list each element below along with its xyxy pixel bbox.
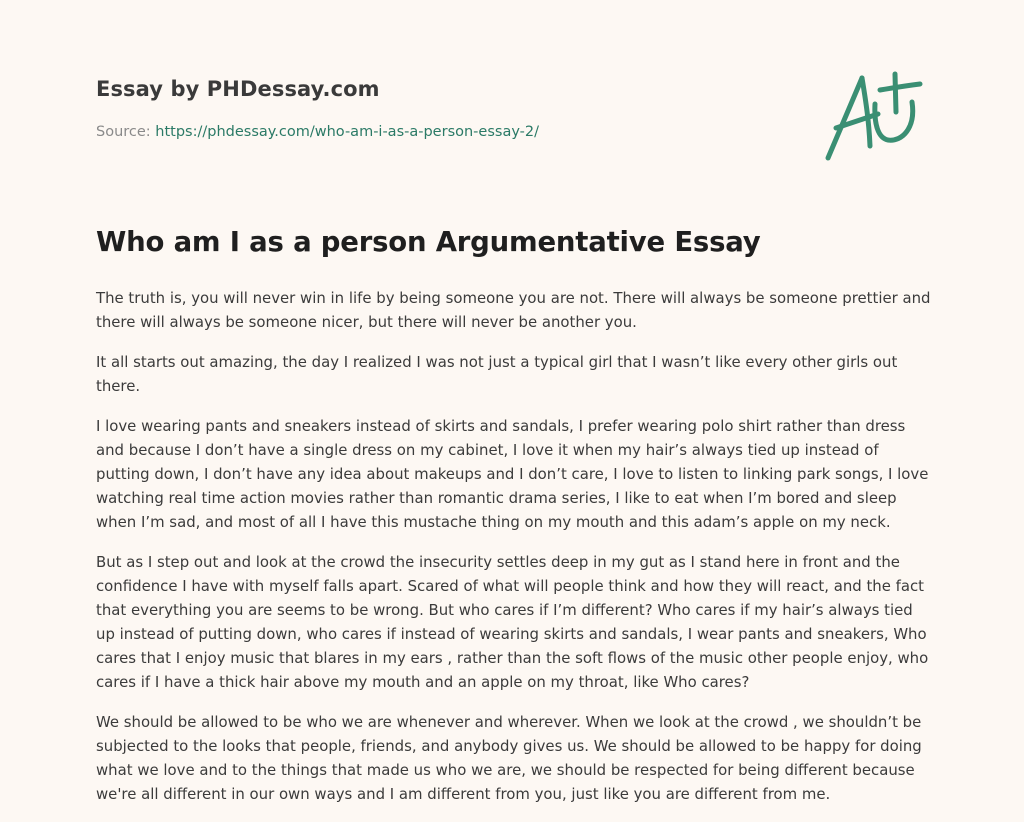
a-plus-grade-icon (822, 68, 926, 164)
site-brand: Essay by PHDessay.com (96, 77, 380, 101)
essay-paragraph: It all starts out amazing, the day I realized I was not just a typical girl that I wasn’t like every other girls out there. (96, 353, 898, 395)
source-line (96, 124, 539, 140)
essay-paragraph: The truth is, you will never win in life by being someone you are not. There will always be someone prettier and there will always be someone nicer, but there will never be another you. (96, 289, 931, 331)
essay-title: Who am I as a person Argumentative Essay (96, 226, 761, 258)
essay-paragraph: We should be allowed to be who we are whenever and wherever. When we look at the crowd , we shouldn’t be subjected to the looks that people, friends, and anybody gives us. We should be allowed to be happy for doing what we love and to the things that made us who we are, we should be respected for being different because we're all different in our own ways and I am different from you, just like you are different from me. (96, 713, 922, 803)
source-label: Source: (96, 124, 156, 140)
essay-paragraph: But as I step out and look at the crowd the insecurity settles deep in my gut as I stand here in front and the confidence I have with myself falls apart. Scared of what will people think and how they will react, and the fact that everything you are seems to be wrong. But who cares if I’m different? Who cares if my hair’s always tied up instead of putting down, who cares if instead of wearing skirts and sandals, I wear pants and sneakers, Who cares that I enjoy music that blares in my ears , rather than the soft flows of the music other people enjoy, who cares if I have a thick hair above my mouth and an apple on my throat, like Who cares? (96, 553, 929, 691)
essay-paragraph: I love wearing pants and sneakers instead of skirts and sandals, I prefer wearing polo shirt rather than dress and because I don’t have a single dress on my cabinet, I love it when my hair’s always tied up instead of putting down, I don’t have any idea about makeups and I don’t care, I love to listen to linking park songs, I love watching real time action movies rather than romantic drama series, I like to eat when I’m bored and sleep when I’m sad, and most of all I have this mustache thing on my mouth and this adam’s apple on my neck. (96, 417, 929, 531)
essay-body (96, 286, 932, 822)
source-link[interactable]: https://phdessay.com/who-am-i-as-a-person-essay-2/ (155, 124, 539, 140)
